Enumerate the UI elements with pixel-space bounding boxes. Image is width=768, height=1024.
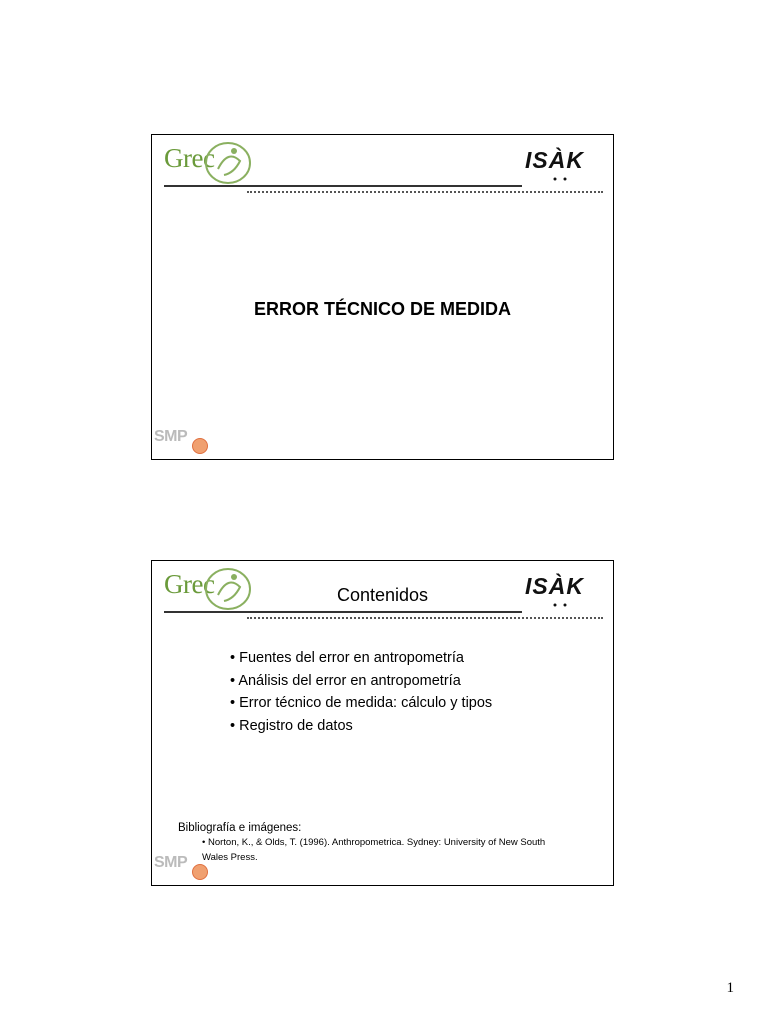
- bibliography-reference: • Norton, K., & Olds, T. (1996). Anthropometrica. Sydney: University of New South Wales Press.: [202, 837, 546, 863]
- grec-logo: [162, 139, 252, 187]
- list-item: • Registro de datos: [230, 715, 492, 738]
- contents-list: [230, 647, 492, 737]
- slide-title: ERROR TÉCNICO DE MEDIDA: [253, 299, 511, 319]
- slide-heading: Contenidos: [336, 585, 429, 605]
- grec-swirl-icon: [204, 139, 254, 187]
- smp-circle-icon: [192, 438, 208, 454]
- list-item: • Fuentes del error en antropometría: [230, 647, 492, 670]
- isak-dots-icon: [525, 573, 603, 609]
- slide-1: [151, 134, 614, 460]
- slide-2: [151, 560, 614, 886]
- isak-logo: [525, 573, 603, 609]
- header-divider: [164, 611, 522, 613]
- header-divider: [164, 185, 522, 187]
- bibliography-label: Bibliografía e imágenes:: [178, 822, 302, 834]
- page-number: 1: [726, 980, 734, 996]
- dotted-divider: [247, 191, 603, 193]
- dotted-divider: [247, 617, 603, 619]
- isak-dots-icon: [525, 147, 603, 183]
- isak-logo-text: ISÀK: [525, 147, 584, 173]
- list-item: • Análisis del error en antropometría: [230, 670, 492, 693]
- grec-logo-text: Grec: [164, 569, 215, 599]
- smp-logo-text: SMP: [154, 428, 188, 445]
- isak-logo: [525, 147, 603, 183]
- isak-logo-text: ISÀK: [525, 573, 584, 599]
- smp-logo-text: SMP: [154, 854, 188, 871]
- list-item: • Error técnico de medida: cálculo y tipos: [230, 692, 492, 715]
- smp-circle-icon: [192, 864, 208, 880]
- smp-logo: [154, 428, 210, 456]
- grec-logo-text: Grec: [164, 143, 215, 173]
- smp-logo: [154, 854, 210, 882]
